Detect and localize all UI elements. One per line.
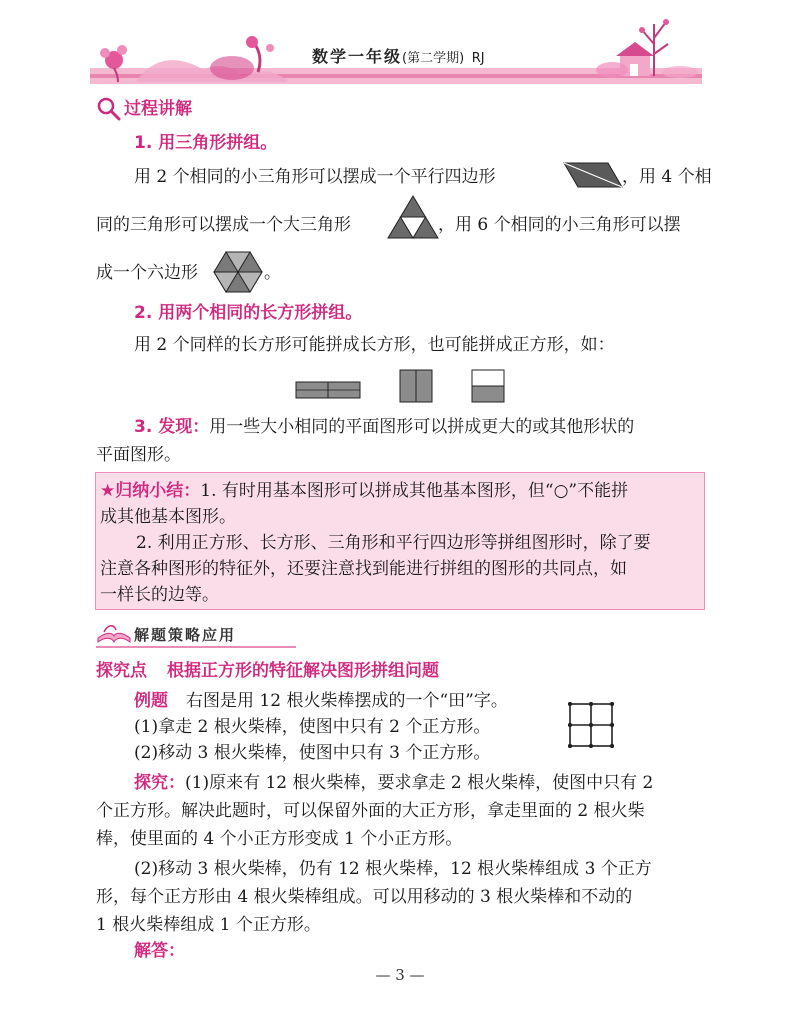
question-1: (1)拿走 2 根火柴棒，使图中只有 2 个正方形。 (134, 717, 491, 737)
explore-line6: 1 根火柴棒组成 1 个正方形。 (96, 915, 321, 935)
two-rects-stacked-square (472, 370, 504, 402)
explore-line1 (134, 772, 653, 794)
para1-line2-b: ，用 6 个相同的小三角形可以摆 (438, 215, 681, 235)
page-number: — 3 — (375, 966, 425, 984)
flower-icon (100, 45, 127, 82)
section-heading-process: 过程讲解 (124, 99, 192, 119)
summary-line1 (100, 480, 628, 502)
summary-line4: 注意各种图形的特征外，还要注意找到能进行拼组的图形的共同点，如 (100, 559, 627, 579)
explore-line5: 形，每个正方形由 4 根火柴棒组成。可以用移动的 3 根火柴棒和不动的 (96, 887, 633, 907)
topic-text: 根据正方形的特征解决图形拼组问题 (167, 661, 439, 681)
section-heading-strategy: 解题策略应用 (134, 626, 237, 644)
topic-label: 探究点 (96, 661, 147, 681)
example-text: 右图是用 12 根火柴棒摆成的一个“田”字。 (186, 691, 508, 711)
header-right-decoration (594, 14, 704, 82)
book-title: 数学一年级 (312, 47, 403, 66)
explore-line2: 个正方形。解决此题时，可以保留外面的大正方形，拿走里面的 2 根火柴 (96, 801, 645, 821)
two-rects-vertical-square (400, 370, 432, 402)
rectangle-combinations-figure (292, 368, 532, 404)
topic-line (96, 660, 439, 682)
header-left-decoration (92, 20, 292, 84)
para2-line1: 用 2 个同样的长方形可能拼成长方形，也可能拼成正方形，如： (134, 335, 615, 355)
example-line (134, 690, 508, 712)
book-icon (94, 620, 134, 646)
item3-line1 (134, 416, 634, 438)
magnifier-icon (96, 96, 122, 122)
two-rects-horizontal (296, 382, 360, 398)
para1-line3-end: 。 (264, 263, 281, 283)
hexagon-figure (212, 250, 264, 294)
header-title (312, 44, 485, 67)
book-edition: RJ (471, 51, 485, 66)
explore-label: 探究： (134, 773, 185, 793)
answer-label: 解答： (134, 941, 185, 961)
big-triangle-figure (386, 194, 440, 240)
item3-line2: 平面图形。 (96, 445, 181, 465)
explore-text1: (1)原来有 12 根火柴棒，要求拿走 2 根火柴棒，使图中只有 2 (185, 773, 654, 793)
summary-line3: 2. 利用正方形、长方形、三角形和平行四边形等拼组图形时，除了要 (136, 533, 651, 553)
explore-line3: 棒，使里面的 4 个小正方形变成 1 个小正方形。 (96, 829, 463, 849)
summary-line5: 一样长的边等。 (100, 585, 219, 605)
item3-label: 3. 发现： (134, 417, 210, 437)
question-2: (2)移动 3 根火柴棒，使图中只有 3 个正方形。 (134, 743, 491, 763)
summary-text1: 1. 有时用基本图形可以拼成其他基本图形，但“○”不能拼 (200, 481, 629, 501)
summary-line2: 成其他基本图形。 (100, 507, 236, 527)
para1-line2-a: 同的三角形可以摆成一个大三角形 (96, 215, 351, 235)
book-term: (第二学期) (402, 51, 465, 66)
section-underline (96, 646, 296, 648)
example-label: 例题 (134, 691, 168, 711)
para1-line3: 成一个六边形 (96, 263, 198, 283)
tian-matchstick-figure (568, 702, 614, 748)
para1-line1-b: ，用 4 个相 (622, 167, 712, 187)
para1-line1-a: 用 2 个相同的小三角形可以摆成一个平行四边形 (134, 167, 496, 187)
summary-heading: ★归纳小结： (100, 481, 201, 501)
item2-title: 2. 用两个相同的长方形拼组。 (134, 303, 363, 323)
parallelogram-figure (562, 160, 626, 190)
item1-title: 1. 用三角形拼组。 (134, 133, 278, 153)
explore-line4: (2)移动 3 根火柴棒，仍有 12 根火柴棒，12 根火柴棒组成 3 个正方 (134, 859, 652, 879)
item3-text: 用一些大小相同的平面图形可以拼成更大的或其他形状的 (209, 417, 635, 437)
